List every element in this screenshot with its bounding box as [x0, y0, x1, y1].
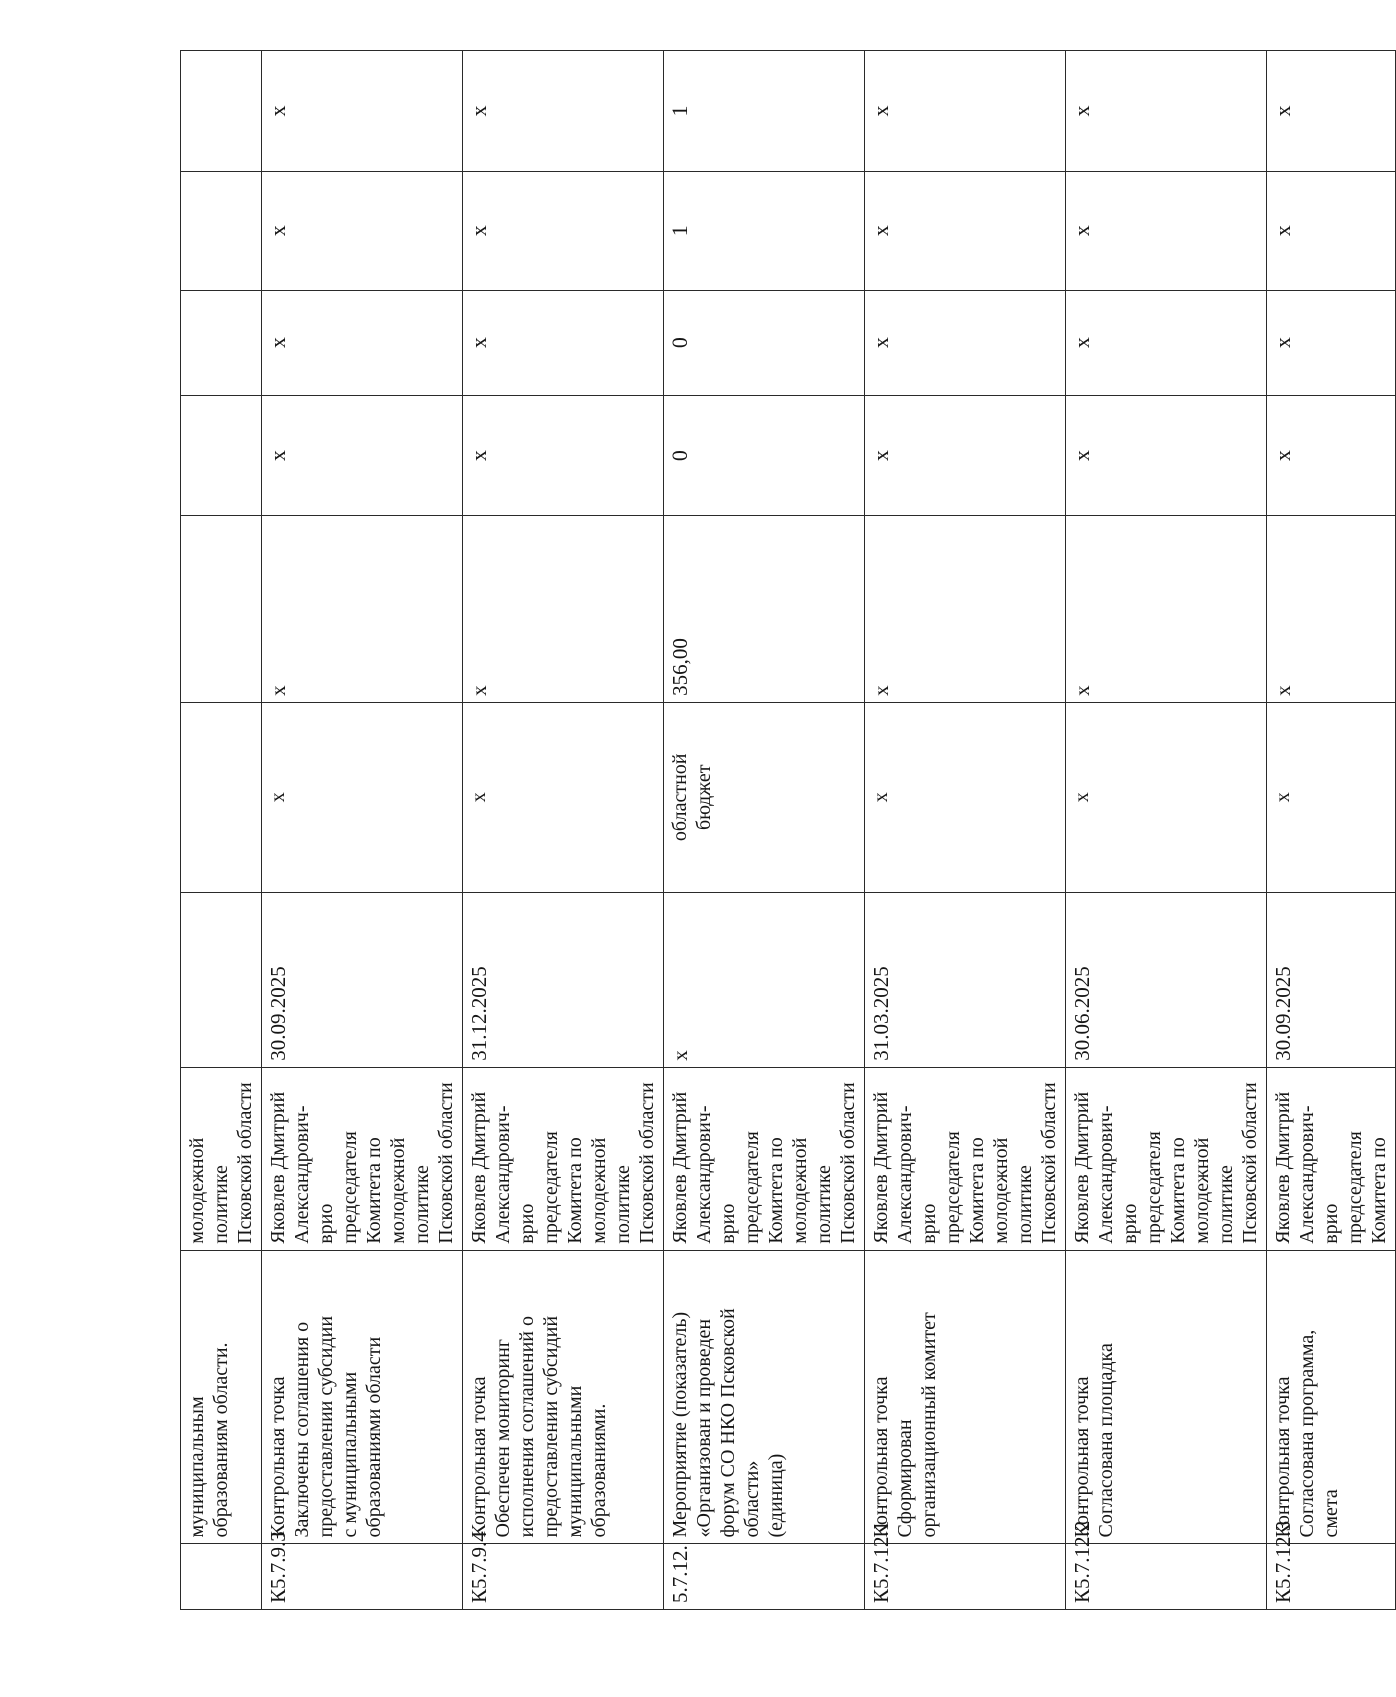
row-value-2-text: 0: [667, 337, 692, 349]
row-responsible-text: Яковлев Дмитрий Александрович-врио председателя Комитета по молодежной политике Псковской области: [1071, 1082, 1261, 1244]
row-date: [1267, 892, 1396, 1067]
row-value-1: [865, 395, 1066, 516]
row-value-1: [1066, 395, 1267, 516]
row-amount: [664, 516, 865, 702]
row-source-text: x: [870, 792, 892, 803]
row-code: [181, 1544, 262, 1610]
row-value-2: [463, 290, 664, 395]
row-value-3-text: x: [868, 225, 893, 237]
row-value-1-text: x: [868, 450, 893, 462]
row-name: [1267, 1250, 1396, 1544]
row-value-4-text: 1: [667, 105, 692, 117]
row-value-4: [865, 51, 1066, 172]
row-source: [181, 702, 262, 892]
row-value-2: [181, 290, 262, 395]
row-responsible-text: Яковлев Дмитрий Александрович-врио председателя Комитета по молодежной политике Псковской области: [870, 1082, 1060, 1244]
row-value-2-text: x: [868, 337, 893, 349]
row-code: [664, 1544, 865, 1610]
row-date: [664, 892, 865, 1067]
row-name: [664, 1250, 865, 1544]
table-row: [262, 51, 463, 1610]
row-value-4-text: x: [265, 105, 290, 117]
row-date-text: 30.06.2025: [1070, 966, 1094, 1061]
row-value-2-text: x: [1069, 337, 1094, 349]
row-code-text: К5.7.9.3: [266, 1531, 290, 1603]
row-name: [463, 1250, 664, 1544]
row-source: [1066, 702, 1267, 892]
row-amount: [865, 516, 1066, 702]
row-amount-text: x: [1070, 685, 1094, 696]
row-amount-text: x: [266, 685, 290, 696]
row-value-1-text: x: [466, 450, 491, 462]
row-date-text: x: [668, 1050, 692, 1061]
row-responsible: [865, 1067, 1066, 1250]
row-value-3-text: x: [265, 225, 290, 237]
row-value-2: [664, 290, 865, 395]
row-value-3: [181, 171, 262, 290]
row-code: [1066, 1520, 1267, 1610]
row-source: [1267, 702, 1396, 892]
row-value-1-text: x: [265, 450, 290, 462]
row-value-1: [181, 395, 262, 516]
row-responsible: [463, 1067, 664, 1250]
row-code-text: 5.7.12.: [668, 1545, 692, 1603]
plan-table: [180, 50, 1396, 1610]
table-body: [181, 51, 1396, 1610]
row-name-text: Контрольная точка Заключены соглашения о предоставлении субсидии с муниципальными образованиями области: [267, 1315, 385, 1538]
row-value-3: [1066, 171, 1267, 290]
row-responsible: [1066, 1067, 1267, 1250]
table-row: [463, 51, 664, 1610]
row-code: [865, 1520, 1066, 1610]
row-code: [1267, 1520, 1396, 1610]
row-date-text: 31.12.2025: [467, 966, 491, 1061]
row-responsible: [181, 1067, 262, 1250]
row-value-2-text: x: [265, 337, 290, 349]
row-date: [463, 892, 664, 1067]
row-source-text: x: [1272, 792, 1294, 803]
rotated-table-wrapper: [180, 50, 1390, 1610]
row-value-2: [1267, 290, 1396, 395]
row-source: [664, 702, 865, 892]
row-value-1-text: x: [1270, 450, 1295, 462]
row-amount: [1066, 516, 1267, 702]
row-amount-text: x: [467, 685, 491, 696]
row-source: [865, 702, 1066, 892]
row-value-4-text: x: [466, 105, 491, 117]
row-responsible: [262, 1067, 463, 1250]
row-value-2: [1066, 290, 1267, 395]
row-source: [262, 702, 463, 892]
row-date-text: 30.09.2025: [266, 966, 290, 1061]
row-name-text: Мероприятие (показатель) «Организован и проведен форум СО НКО Псковской области» (единица): [669, 1308, 787, 1538]
row-value-4-text: x: [868, 105, 893, 117]
table-row: [181, 51, 262, 1610]
row-value-4-text: x: [1069, 105, 1094, 117]
table-row: [1066, 51, 1267, 1610]
row-amount: [1267, 516, 1396, 702]
row-responsible-text: молодежной политике Псковской области: [186, 1082, 256, 1244]
row-value-3: [664, 171, 865, 290]
row-name: [262, 1250, 463, 1544]
row-value-4: [1267, 51, 1396, 172]
row-date-text: 31.03.2025: [869, 966, 893, 1061]
row-responsible-text: Яковлев Дмитрий Александрович-врио председателя Комитета по молодежной политике Псковской области: [468, 1082, 658, 1244]
row-value-2-text: x: [1270, 337, 1295, 349]
row-value-3: [1267, 171, 1396, 290]
row-responsible: [664, 1067, 865, 1250]
row-code-text: К5.7.12.1: [869, 1520, 893, 1603]
row-date: [1066, 892, 1267, 1067]
row-value-3-text: x: [1069, 225, 1094, 237]
row-name: [181, 1250, 262, 1544]
row-code: [262, 1531, 463, 1610]
row-date: [181, 892, 262, 1067]
row-responsible-text: Яковлев Дмитрий Александрович-врио председателя Комитета по молодежной политике Псковской области: [267, 1082, 457, 1244]
row-value-1: [463, 395, 664, 516]
row-amount-text: 356,00: [668, 638, 692, 696]
row-value-4: [463, 51, 664, 172]
row-amount: [262, 516, 463, 702]
row-source: [463, 702, 664, 892]
row-amount-text: x: [869, 685, 893, 696]
row-code: [463, 1531, 664, 1610]
row-value-1: [262, 395, 463, 516]
row-value-1-text: 0: [667, 450, 692, 462]
row-source-text: x: [1071, 792, 1093, 803]
row-name: [865, 1250, 1066, 1544]
row-value-1-text: x: [1069, 450, 1094, 462]
row-date: [262, 892, 463, 1067]
row-source-text: x: [267, 792, 289, 803]
row-code-text: К5.7.12.2: [1070, 1520, 1094, 1603]
row-name-text: Контрольная точка Сформирован организационный комитет: [870, 1312, 940, 1538]
row-responsible-text: Яковлев Дмитрий Александрович-врио председателя Комитета по молодежной политике Псковской области: [669, 1082, 859, 1244]
row-value-2: [262, 290, 463, 395]
row-responsible: [1267, 1067, 1396, 1250]
row-value-4: [262, 51, 463, 172]
row-date: [865, 892, 1066, 1067]
row-value-2: [865, 290, 1066, 395]
row-value-1: [1267, 395, 1396, 516]
row-value-4: [181, 51, 262, 172]
row-name-text: Контрольная точка Согласована программа, смета: [1272, 1329, 1342, 1538]
row-code-text: К5.7.9.4: [467, 1531, 491, 1603]
row-value-3: [865, 171, 1066, 290]
row-value-3-text: 1: [667, 225, 692, 237]
row-name-text: Контрольная точка Обеспечен мониторинг исполнения соглашений о предоставлении субсидий муниципальными образованиями.: [468, 1315, 610, 1538]
row-amount: [181, 516, 262, 702]
row-value-4: [1066, 51, 1267, 172]
row-amount-text: x: [1271, 685, 1295, 696]
row-responsible-text: Яковлев Дмитрий Александрович-врио председателя Комитета по: [1272, 1091, 1390, 1244]
row-code-text: К5.7.12.3: [1271, 1520, 1295, 1603]
row-value-1: [664, 395, 865, 516]
row-value-3: [262, 171, 463, 290]
table-row: [865, 51, 1066, 1610]
row-value-4-text: x: [1270, 105, 1295, 117]
row-name: [1066, 1250, 1267, 1544]
row-name-text: Контрольная точка Согласована площадка: [1071, 1343, 1117, 1538]
row-value-3: [463, 171, 664, 290]
table-row: [1267, 51, 1396, 1610]
row-value-2-text: x: [466, 337, 491, 349]
row-value-4: [664, 51, 865, 172]
row-amount: [463, 516, 664, 702]
row-date-text: 30.09.2025: [1271, 966, 1295, 1061]
row-source-text: x: [468, 792, 490, 803]
row-source-text: областной бюджет: [669, 753, 715, 842]
row-value-3-text: x: [466, 225, 491, 237]
row-name-text: муниципальным образованиям области.: [186, 1342, 232, 1538]
table-row: [664, 51, 865, 1610]
row-value-3-text: x: [1270, 225, 1295, 237]
